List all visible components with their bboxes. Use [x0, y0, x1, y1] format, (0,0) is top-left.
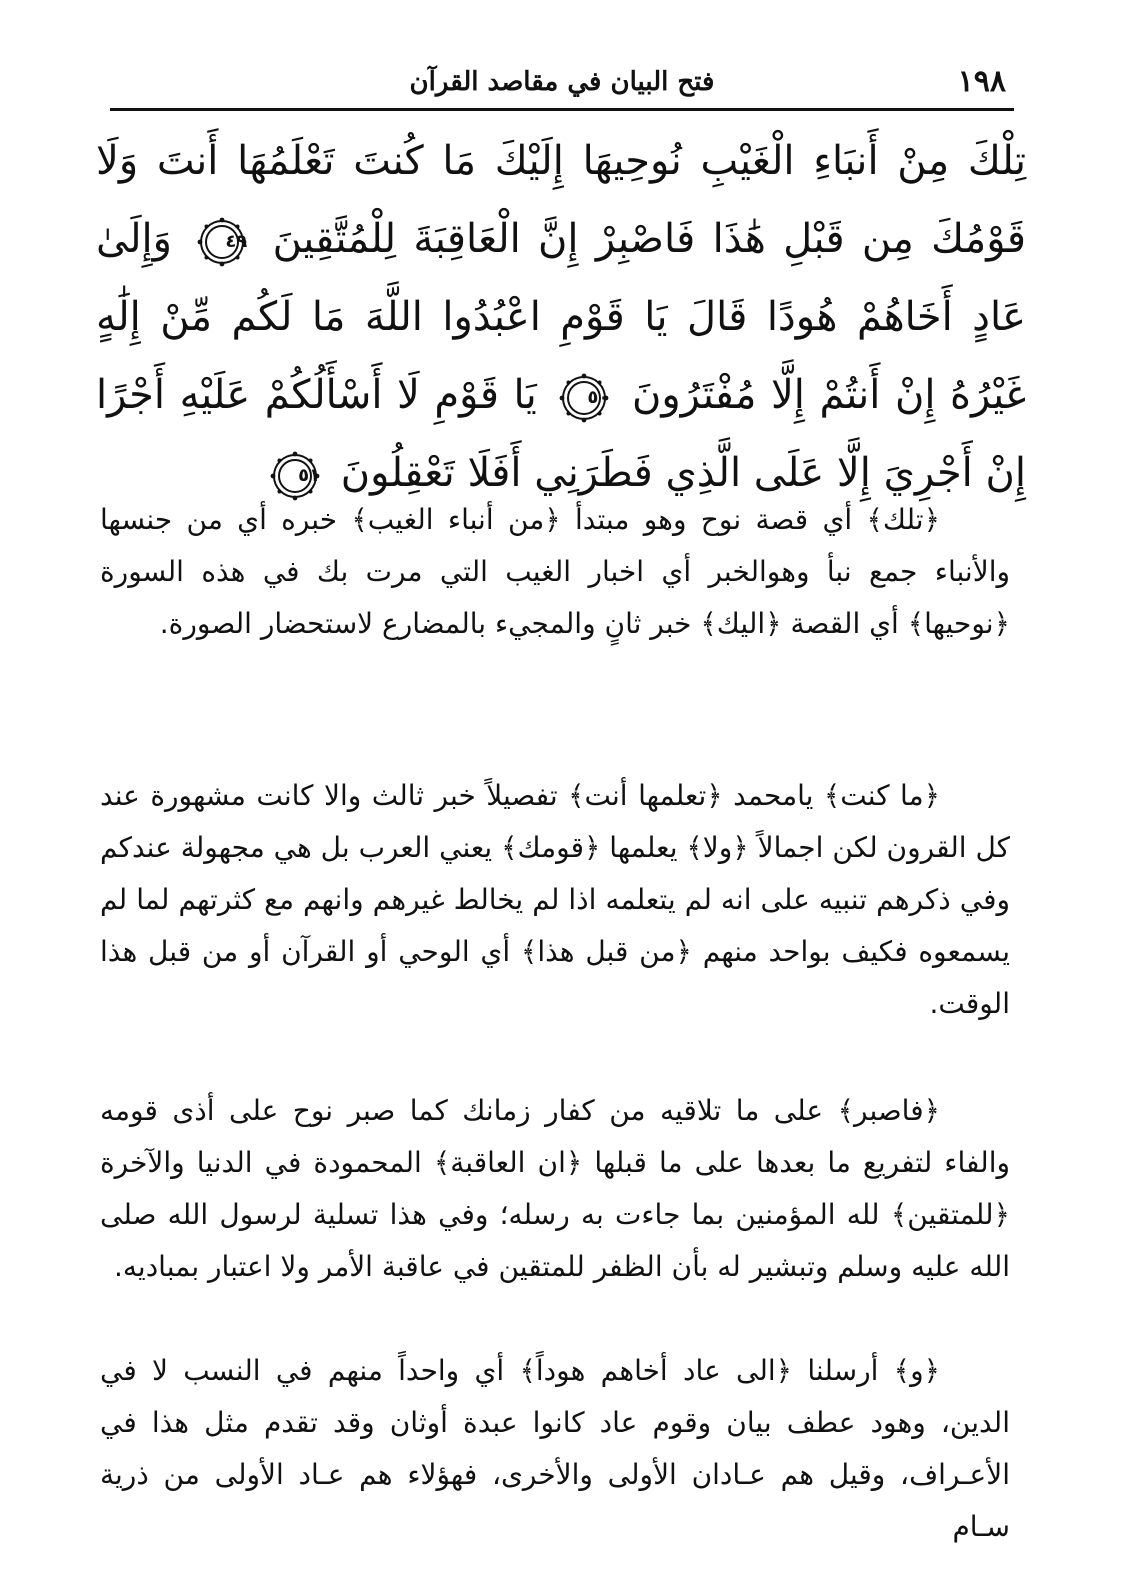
running-header: [110, 62, 1014, 112]
verse-end-marker: [559, 373, 609, 423]
commentary-paragraph: [100, 1085, 1010, 1293]
verse-number: ٥٠: [587, 387, 610, 408]
book-title: فتح البيان في مقاصد القرآن: [409, 67, 715, 97]
quran-verse-text: وَإِلَىٰ عَادٍ أَخَاهُمْ هُودًا قَالَ يَا قَوْمِ اعْبُدُوا اللَّهَ مَا لَكُم مِّنْ إِلَٰهٍ غَيْرُهُ إِنْ أَنتُمْ إِلَّا مُفْتَرُونَ: [96, 216, 1027, 418]
verse-number: ٥١: [298, 465, 321, 486]
quran-verse-text: تِلْكَ مِنْ أَنبَاءِ الْغَيْبِ نُوحِيهَا إِلَيْكَ مَا كُنتَ تَعْلَمُهَا أَنتَ وَلَا قَوْمُكَ مِن قَبْلِ هَٰذَا فَاصْبِرْ إِنَّ الْعَاقِبَةَ لِلْمُتَّقِينَ: [96, 138, 1027, 262]
commentary-text: ﴿ما كنت﴾ يامحمد ﴿تعلمها أنت﴾ تفصيلاً خبر ثالث والا كانت مشهورة عند كل القرون لكن اجمالاً ﴿ولا﴾ يعلمها ﴿قومك﴾ يعني العرب بل هي مجهولة عندكم وفي ذكرهم تنبيه على انه لم يتعلمه اذا لم يخالط غيرهم وانهم مع كثرتهم لما لم يسمعوه فكيف بواحد منهم ﴿من قبل هذا﴾ أي الوحي أو القرآن أو من قبل هذا الوقت.: [100, 779, 1010, 1020]
verse-end-marker: [197, 217, 247, 267]
verse-number: ٤٩: [225, 231, 248, 252]
header-rule: [110, 108, 1014, 111]
page-number: ١٩٨: [957, 64, 1006, 99]
commentary-text: ﴿تلك﴾ أي قصة نوح وهو مبتدأ ﴿من أنباء الغيب﴾ خبره أي من جنسها والأنباء جمع نبأ وهوالخبر أي اخبار الغيب التي مرت بك في هذه السورة ﴿نوحيها﴾ أي القصة ﴿اليك﴾ خبر ثانٍ والمجيء بالمضارع لاستحضار الصورة.: [100, 503, 1010, 640]
commentary-text: ﴿فاصبر﴾ على ما تلاقيه من كفار زمانك كما صبر نوح على أذى قومه والفاء لتفريع ما بعدها على ما قبلها ﴿ان العاقبة﴾ المحمودة في الدنيا والآخرة ﴿للمتقين﴾ لله المؤمنين بما جاءت به رسله؛ وفي هذا تسلية لرسول الله صلى الله عليه وسلم وتبشير له بأن الظفر للمتقين في عاقبة الأمر ولا اعتبار بمباديه.: [100, 1094, 1010, 1283]
quran-verse-text: يَا قَوْمِ لَا أَسْأَلُكُمْ عَلَيْهِ أَجْرًا إِنْ أَجْرِيَ إِلَّا عَلَى الَّذِي فَطَرَنِي أَفَلَا تَعْقِلُونَ: [96, 372, 1026, 496]
commentary-paragraph: [100, 494, 1010, 650]
quran-verses: [96, 122, 1026, 512]
commentary-text: ﴿و﴾ أرسلنا ﴿الى عاد أخاهم هوداً﴾ أي واحداً منهم في النسب لا في الدين، وهود عطف بيان وقوم عاد كانوا عبدة أوثان وقد تقدم مثل هذا في الأعـراف، وقيل هم عـادان الأولى والأخرى، فهؤلاء هم عـاد الأولى من ذرية سـام: [100, 1354, 1010, 1543]
commentary-paragraph: [100, 1345, 1010, 1553]
commentary-paragraph: [100, 770, 1010, 1030]
